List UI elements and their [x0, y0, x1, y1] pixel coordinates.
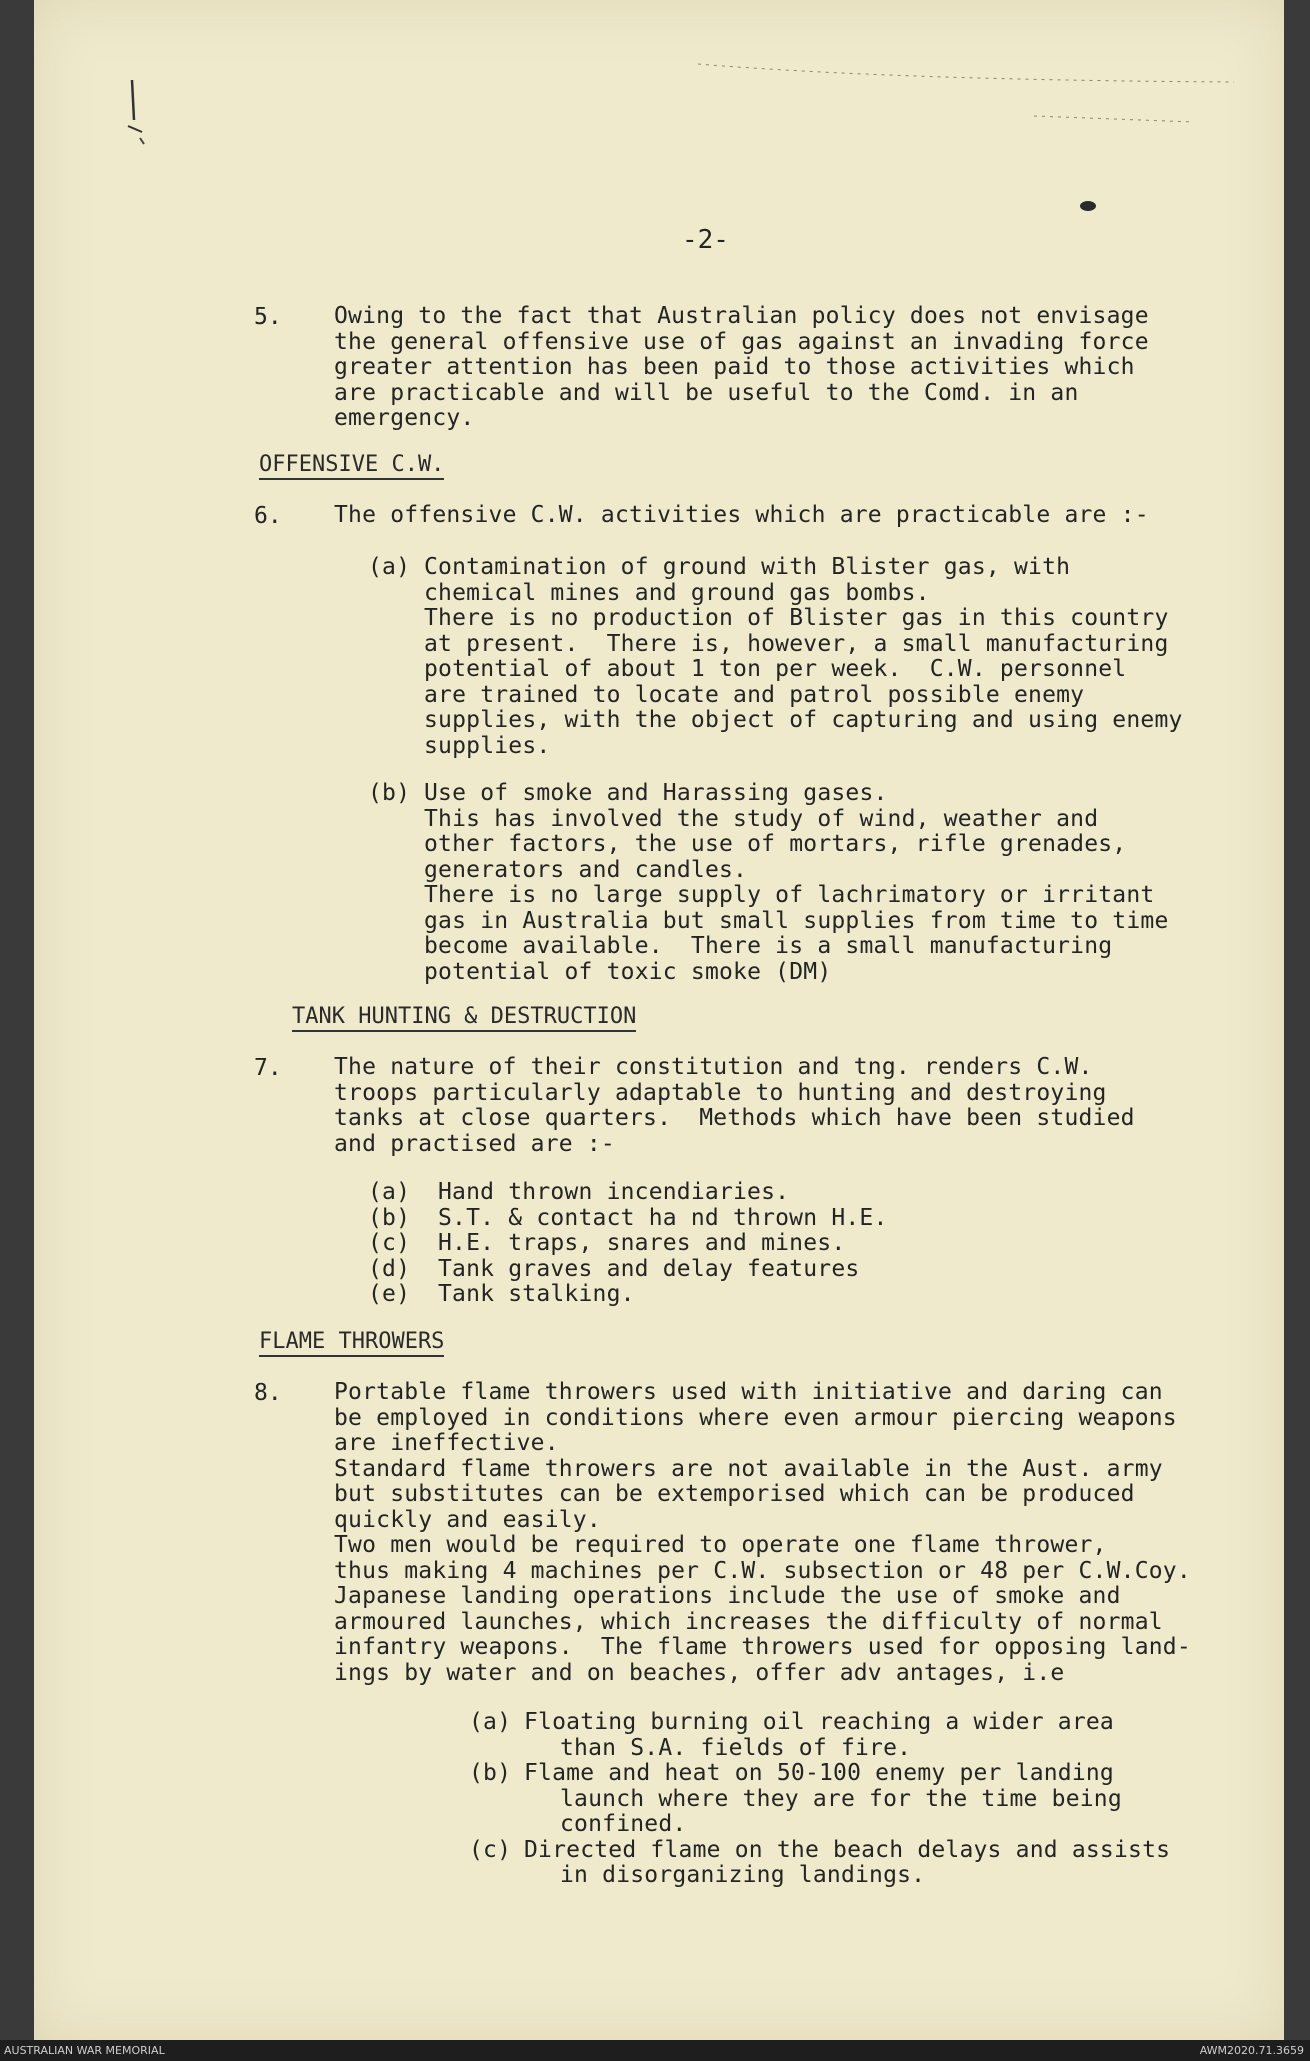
para7-item-label: (a): [368, 1179, 411, 1205]
para6-b-line: Use of smoke and Harassing gases.: [424, 780, 888, 806]
para7-line: troops particularly adaptable to hunting and destroying: [334, 1079, 1107, 1106]
para8-line: armoured launches, which increases the difficulty of normal: [334, 1608, 1163, 1635]
para8-line: Two men would be required to operate one flame thrower,: [334, 1532, 1107, 1558]
para7-item-text: Hand thrown incendiaries.: [438, 1179, 790, 1205]
section-heading-offensive: OFFENSIVE C.W.: [259, 452, 444, 480]
para8-c-line: in disorganizing landings.: [560, 1862, 926, 1888]
para6-a-line: potential of about 1 ton per week. C.W. personnel: [424, 656, 1127, 682]
para8-a-line: than S.A. fields of fire.: [560, 1734, 912, 1761]
para6-a-line: chemical mines and ground gas bombs.: [424, 579, 930, 606]
footer-accession-number: AWM2020.71.3659: [1199, 2044, 1304, 2057]
para8-a-label: (a): [469, 1709, 512, 1735]
para6-intro: The offensive C.W. activities which are practicable are :-: [334, 502, 1149, 528]
para7-line: tanks at close quarters. Methods which have been studied: [334, 1105, 1135, 1131]
para-number: 7.: [254, 1055, 282, 1081]
para6-a-line: Contamination of ground with Blister gas, with: [424, 554, 1071, 580]
para8-b-line: Flame and heat on 50-100 enemy per landing: [524, 1760, 1114, 1786]
para5-line: are practicable and will be useful to the Comd. in an: [334, 379, 1079, 406]
para8-c-line: Directed flame on the beach delays and assists: [524, 1836, 1171, 1863]
para7-item-text: Tank graves and delay features: [438, 1255, 860, 1282]
para-number: 8.: [254, 1380, 282, 1406]
footer-institution: AUSTRALIAN WAR MEMORIAL: [4, 2044, 165, 2057]
para5-line: Owing to the fact that Australian policy does not envisage: [334, 303, 1149, 329]
para-number: 6.: [254, 503, 282, 529]
para8-line: Standard flame throwers are not available in the Aust. army: [334, 1455, 1163, 1482]
para8-a-line: Floating burning oil reaching a wider area: [524, 1709, 1114, 1735]
para6-a-label: (a): [368, 554, 411, 580]
para6-b-line: This has involved the study of wind, weather and: [424, 805, 1099, 832]
para7-item-label: (c): [368, 1230, 411, 1256]
para7-item-label: (e): [368, 1281, 411, 1307]
para8-c-label: (c): [469, 1836, 512, 1863]
para6-a-line: There is no production of Blister gas in this country: [424, 605, 1169, 631]
para8-line: thus making 4 machines per C.W. subsection or 48 per C.W.Coy.: [334, 1557, 1191, 1584]
para5-line: greater attention has been paid to those activities which: [334, 354, 1135, 380]
para6-b-label: (b): [368, 780, 411, 806]
section-heading-tank: TANK HUNTING & DESTRUCTION: [292, 1004, 636, 1032]
para8-b-line: confined.: [560, 1811, 687, 1837]
para6-b-line: become available. There is a small manufacturing: [424, 933, 1113, 959]
para8-b-line: launch where they are for the time being: [560, 1785, 1122, 1812]
para6-b-line: There is no large supply of lachrimatory or irritant: [424, 882, 1155, 908]
para8-line: quickly and easily.: [334, 1506, 601, 1533]
para7-item-label: (b): [368, 1204, 411, 1231]
section-heading-flame: FLAME THROWERS: [259, 1329, 444, 1357]
para6-a-line: supplies, with the object of capturing and using enemy: [424, 707, 1183, 733]
para8-line: Portable flame throwers used with initiative and daring can: [334, 1379, 1163, 1405]
para6-b-line: generators and candles.: [424, 856, 748, 883]
para6-b-line: potential of toxic smoke (DM): [424, 958, 832, 985]
para7-item-label: (d): [368, 1255, 411, 1282]
para8-line: are ineffective.: [334, 1430, 559, 1456]
para6-b-line: other factors, the use of mortars, rifle grenades,: [424, 831, 1127, 857]
para7-item-text: S.T. & contact ha nd thrown H.E.: [438, 1204, 888, 1231]
para6-b-line: gas in Australia but small supplies from time to time: [424, 907, 1169, 934]
document-page: [34, 0, 1284, 2040]
para6-a-line: at present. There is, however, a small manufacturing: [424, 630, 1169, 657]
para7-line: and practised are :-: [334, 1130, 615, 1157]
para7-item-text: H.E. traps, snares and mines.: [438, 1230, 846, 1256]
paper-scratch: [694, 60, 1254, 130]
para8-line: but substitutes can be extemporised which can be produced: [334, 1481, 1135, 1507]
para5-line: the general offensive use of gas against an invading force: [334, 328, 1149, 355]
page-number: -2-: [682, 225, 729, 255]
para-number: 5.: [254, 304, 282, 330]
pencil-mark: [118, 76, 158, 146]
ink-blot: [1078, 198, 1098, 212]
para8-line: ings by water and on beaches, offer adv antages, i.e: [334, 1659, 1065, 1686]
para8-line: Japanese landing operations include the use of smoke and: [334, 1583, 1121, 1609]
para7-line: The nature of their constitution and tng. renders C.W.: [334, 1054, 1093, 1080]
para8-b-label: (b): [469, 1760, 512, 1786]
para8-line: infantry weapons. The flame throwers used for opposing land-: [334, 1634, 1191, 1660]
para8-line: be employed in conditions where even armour piercing weapons: [334, 1404, 1177, 1431]
para6-a-line: are trained to locate and patrol possible enemy: [424, 681, 1085, 708]
para6-a-line: supplies.: [424, 732, 551, 759]
para7-item-text: Tank stalking.: [438, 1281, 635, 1307]
para5-line: emergency.: [334, 405, 475, 431]
archive-footer: [0, 2040, 1310, 2061]
